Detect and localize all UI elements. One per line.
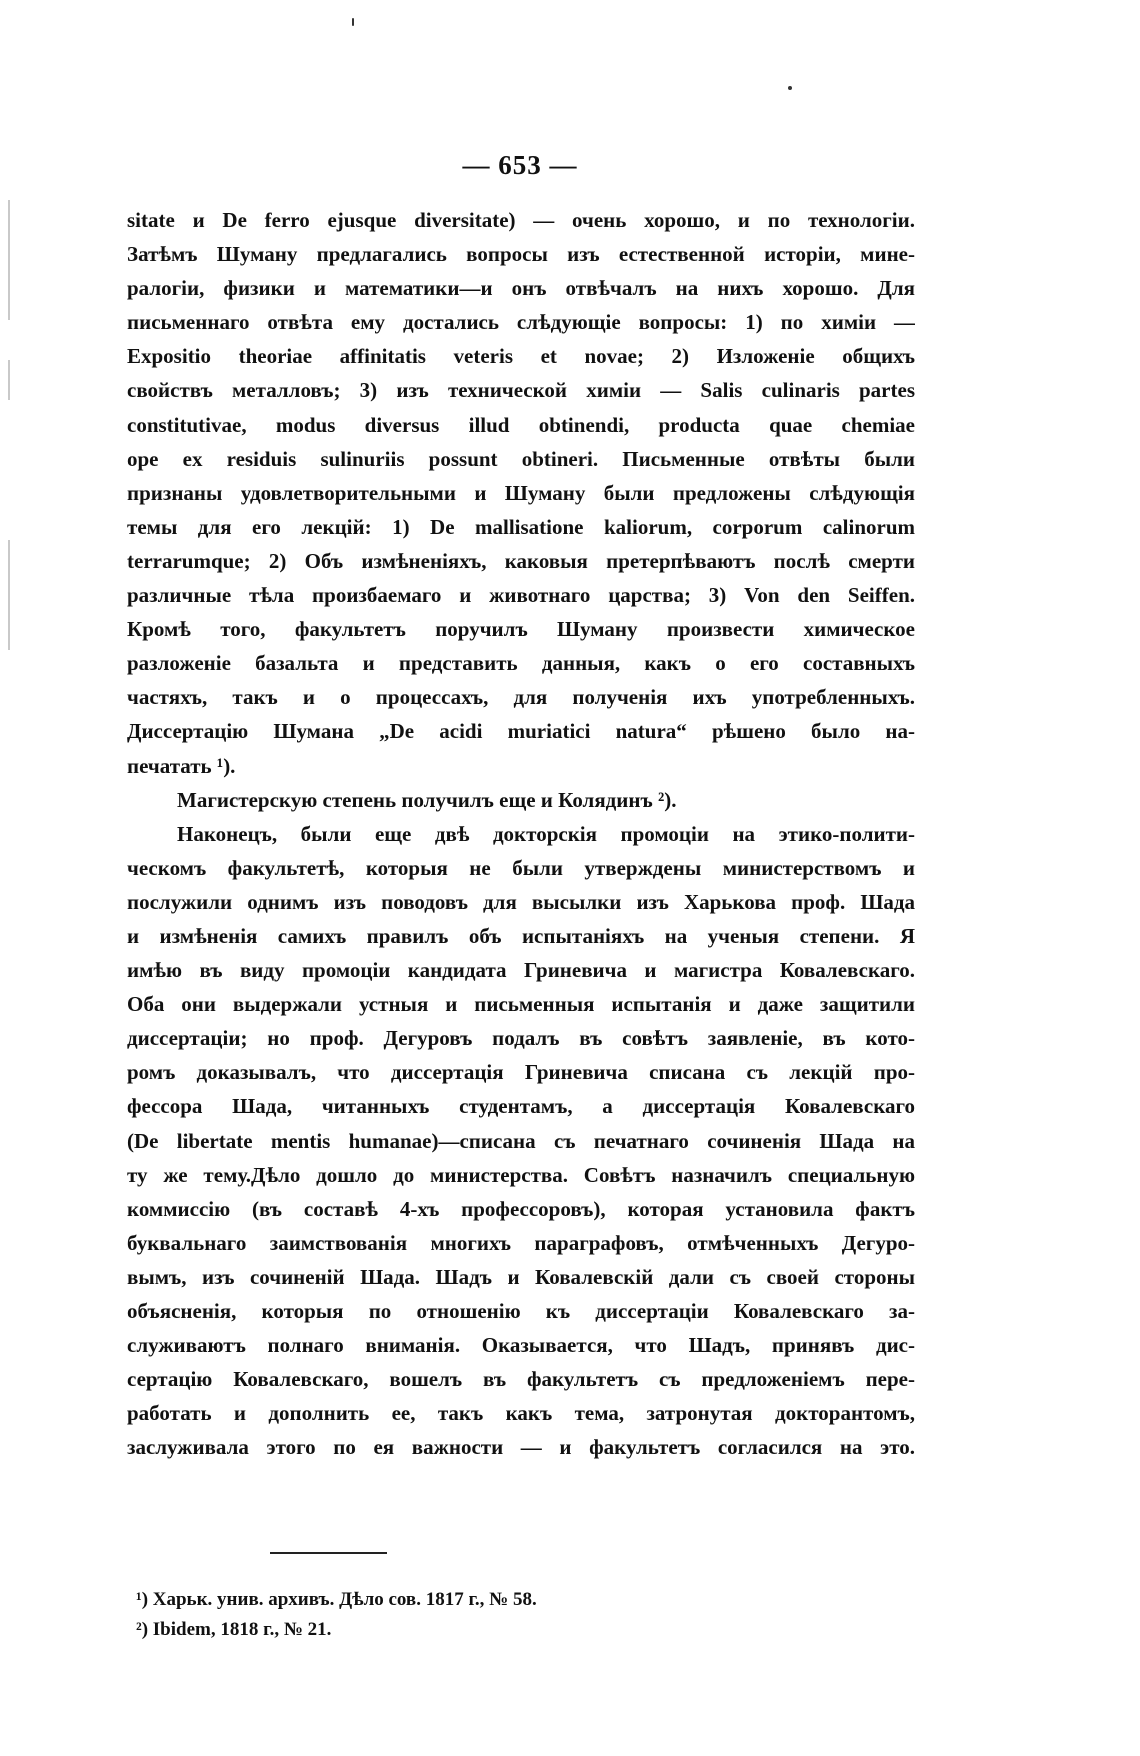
text-line: объясненія, которыя по отношенію къ диссертаціи Ковалевскаго за- xyxy=(127,1299,915,1323)
text-line: заслуживала этого по ея важности — и факультетъ согласился на это. xyxy=(127,1435,915,1460)
text-line: Наконецъ, были еще двѣ докторскія промоціи на этико-полити- xyxy=(177,821,915,846)
text-line: Кромѣ того, факультетъ поручилъ Шуману произвести химическое xyxy=(127,617,915,642)
scan-edge-mark xyxy=(8,360,10,400)
text-line: коммиссію (въ составѣ 4-хъ профессоровъ), которая установила фактъ xyxy=(127,1196,915,1221)
text-line: работать и дополнить ее, такъ какъ тема, затронутая докторантомъ, xyxy=(127,1401,915,1426)
text-line: фессора Шада, читанныхъ студентамъ, а диссертація Ковалевскаго xyxy=(127,1094,915,1119)
text-line: Магистерскую степень получилъ еще и Колядинъ ²). xyxy=(177,787,677,812)
text-line: constitutivae, modus diversus illud obtinendi, producta quae chemiae xyxy=(127,412,915,437)
text-line: письменнаго отвѣта ему достались слѣдующіе вопросы: 1) по химіи — xyxy=(127,310,915,335)
footnote: ²) Ibidem, 1818 г., № 21. xyxy=(136,1619,332,1640)
text-line: ралогіи, физики и математики—и онъ отвѣчалъ на нихъ хорошо. Для xyxy=(127,276,915,301)
footnote: ¹) Харьк. унив. архивъ. Дѣло сов. 1817 г., № 58. xyxy=(136,1589,537,1610)
footnotes xyxy=(136,1585,836,1645)
text-line: Диссертацію Шумана „De acidi muriatici natura“ рѣшено было на- xyxy=(127,719,915,744)
text-line: ту же тему.Дѣло дошло до министерства. Совѣтъ назначилъ специальную xyxy=(127,1162,915,1187)
text-line: печатать ¹). xyxy=(127,753,236,778)
text-line: диссертаціи; но проф. Дегуровъ подалъ въ совѣтъ заявленіе, въ кото- xyxy=(127,1026,915,1051)
text-line: послужили однимъ изъ поводовъ для высылки изъ Харькова проф. Шада xyxy=(127,889,915,914)
text-line: (De libertate mentis humanae)—списана съ печатнаго сочиненія Шада на xyxy=(127,1128,915,1153)
text-line: имѣю въ виду промоціи кандидата Гриневича и магистра Ковалевскаго. xyxy=(127,958,915,983)
text-line: ромъ доказывалъ, что диссертація Гриневича списана съ лекцій про- xyxy=(127,1060,915,1085)
scan-speck xyxy=(788,86,792,90)
text-line: sitate и De ferro ejusque diversitate) — очень хорошо, и по технологіи. xyxy=(127,208,915,232)
page-number: — 653 — xyxy=(462,150,578,180)
text-line: вымъ, изъ сочиненій Шада. Шадъ и Ковалевскій дали съ своей стороны xyxy=(127,1264,915,1289)
text-line: буквальнаго заимствованія многихъ параграфовъ, отмѣченныхъ Дегуро- xyxy=(127,1230,915,1255)
scan-speck xyxy=(352,18,354,26)
text-line: свойствъ металловъ; 3) изъ технической химіи — Salis culinaris partes xyxy=(127,378,915,403)
text-line: служиваютъ полнаго вниманія. Оказывается, что Шадъ, принявъ дис- xyxy=(127,1333,915,1358)
body-text xyxy=(127,203,915,1464)
text-line: Оба они выдержали устныя и письменныя испытанія и даже защитили xyxy=(127,992,915,1017)
text-line: темы для его лекцій: 1) De mallisatione kaliorum, corporum calinorum xyxy=(127,514,915,539)
text-line: ческомъ факультетѣ, которыя не были утверждены министерствомъ и xyxy=(127,855,915,880)
scan-edge-mark xyxy=(8,200,10,320)
text-line: признаны удовлетворительными и Шуману были предложены слѣдующія xyxy=(127,480,915,505)
text-line: частяхъ, такъ и о процессахъ, для полученія ихъ употребленныхъ. xyxy=(127,685,915,710)
text-line: terrarumque; 2) Объ измѣненіяхъ, каковыя претерпѣваютъ послѣ смерти xyxy=(127,548,915,573)
footnote-divider xyxy=(270,1552,387,1554)
text-line: и измѣненія самихъ правилъ объ испытаніяхъ на ученыя степени. Я xyxy=(127,923,915,948)
text-line: Expositio theoriae affinitatis veteris et novae; 2) Изложеніе общихъ xyxy=(127,344,915,369)
text-line: различные тѣла произбаемаго и животнаго царства; 3) Von den Seiffen. xyxy=(127,583,915,608)
text-line: Затѣмъ Шуману предлагались вопросы изъ естественной исторіи, мине- xyxy=(127,242,915,267)
text-line: ope ex residuis sulinuriis possunt obtineri. Письменные отвѣты были xyxy=(127,446,915,471)
scan-edge-mark xyxy=(8,540,10,650)
text-line: разложеніе базальта и представить данныя, какъ о его составныхъ xyxy=(127,651,915,676)
text-line: сертацію Ковалевскаго, вошелъ въ факультетъ съ предложеніемъ пере- xyxy=(127,1367,915,1392)
